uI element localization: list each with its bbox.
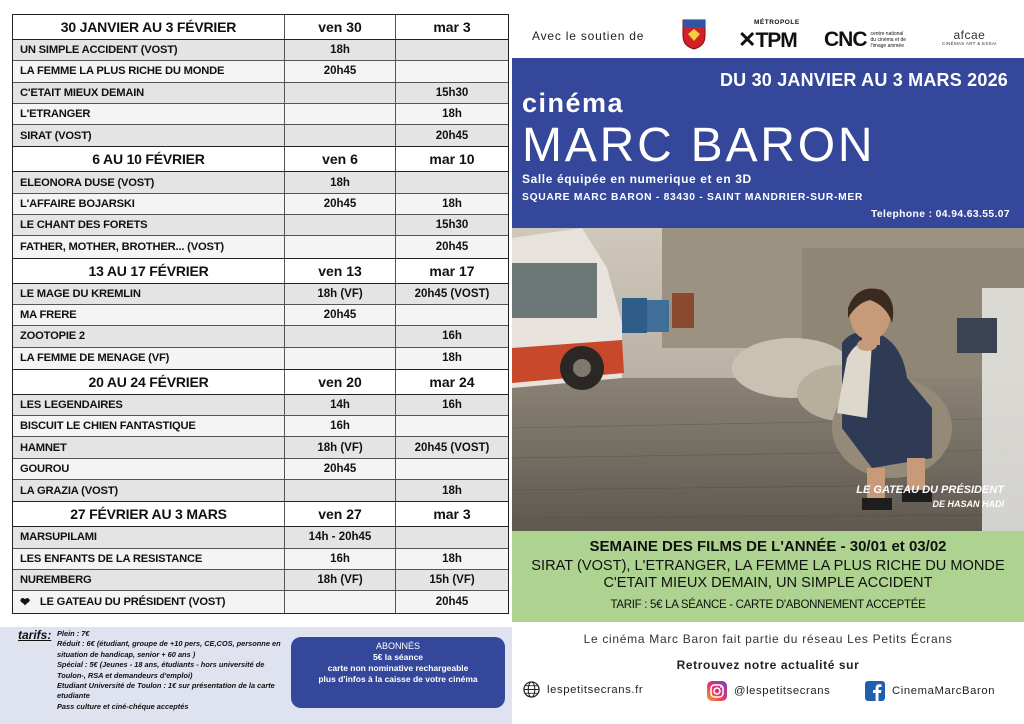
film-row xyxy=(13,194,508,215)
showtime-day2 xyxy=(396,305,508,325)
film-row xyxy=(13,40,508,61)
showtime-day2: 15h30 xyxy=(435,219,469,232)
film-row xyxy=(13,549,508,570)
week-label: 27 FÉVRIER AU 3 MARS xyxy=(13,502,285,526)
film-title: BISCUIT LE CHIEN FANTASTIQUE xyxy=(20,420,196,433)
film-title: LA FEMME DE MENAGE (VF) xyxy=(20,352,170,365)
showtime-day2: 18h xyxy=(442,484,462,497)
showtime-day1: 20h45 xyxy=(285,305,396,325)
film-title: LES ENFANTS DE LA RESISTANCE xyxy=(20,552,203,565)
showtime-day2: 18h xyxy=(442,197,462,210)
tarif-line: Plein : 7€ xyxy=(57,629,90,638)
showtime-day2: 15h30 xyxy=(435,86,469,99)
day1-header: ven 27 xyxy=(285,502,396,526)
film-row xyxy=(13,104,508,125)
featured-film-director: DE HASAN HADI xyxy=(932,499,1004,509)
instagram-link[interactable] xyxy=(707,681,830,701)
film-row xyxy=(13,125,508,146)
week-header-row xyxy=(13,370,508,395)
film-title: UN SIMPLE ACCIDENT (VOST) xyxy=(20,44,178,57)
film-row xyxy=(13,215,508,236)
film-row xyxy=(13,459,508,480)
film-row xyxy=(13,527,508,548)
globe-icon xyxy=(523,681,540,698)
film-row xyxy=(13,172,508,193)
film-title-cell xyxy=(13,61,285,81)
film-title-cell xyxy=(13,83,285,103)
cnc-sub-line: centre national xyxy=(870,31,904,37)
instagram-text: @lespetitsecrans xyxy=(734,685,831,697)
cnc-logo xyxy=(824,28,906,52)
film-title: MA FRERE xyxy=(20,309,77,322)
tpm-top-label: MÉTROPOLE xyxy=(754,19,800,26)
film-row xyxy=(13,570,508,591)
showtime-day1 xyxy=(285,236,396,257)
week-label: 30 JANVIER AU 3 FÉVRIER xyxy=(13,15,285,39)
film-title-cell xyxy=(13,172,285,192)
film-row xyxy=(13,326,508,347)
day2-header: mar 10 xyxy=(429,151,475,168)
film-title-cell xyxy=(13,570,285,590)
showtime-day1 xyxy=(285,83,396,103)
abonnes-box xyxy=(291,637,505,708)
film-row xyxy=(13,437,508,458)
showtime-day2: 20h45 xyxy=(435,129,469,142)
film-title: LA GRAZIA (VOST) xyxy=(20,484,118,497)
film-title: HAMNET xyxy=(20,441,67,454)
afcae-sub: CINÉMAS ART & ESSAI xyxy=(942,41,997,46)
showtime-day1 xyxy=(285,480,396,501)
tarif-line: Réduit : 6€ (étudiant, groupe de +10 pers, CE,COS, personne en situation de handicap, senior + 60 ans ) xyxy=(57,639,281,659)
week-header-row xyxy=(13,259,508,284)
cnc-sub xyxy=(871,31,907,49)
facebook-text: CinemaMarcBaron xyxy=(892,685,996,697)
film-title: FATHER, MOTHER, BROTHER... (VOST) xyxy=(20,241,224,254)
tarifs-panel xyxy=(0,627,512,724)
film-title: ELEONORA DUSE (VOST) xyxy=(20,176,155,189)
film-title: LE MAGE DU KREMLIN xyxy=(20,287,141,300)
facebook-icon xyxy=(865,681,885,701)
film-title-cell xyxy=(13,284,285,304)
abonnes-title: ABONNÉS xyxy=(375,641,420,651)
website-link[interactable] xyxy=(523,681,643,698)
tpm-main-label: ✕TPM xyxy=(738,27,797,52)
film-title: MARSUPILAMI xyxy=(20,531,97,544)
featured-film-title: LE GATEAU DU PRÉSIDENT xyxy=(856,484,1004,496)
cinema-phone: Telephone : 04.94.63.55.07 xyxy=(871,209,1010,220)
week-header-row xyxy=(13,147,508,172)
showtime-day1: 18h xyxy=(285,172,396,192)
showtime-day1 xyxy=(285,591,396,612)
film-row xyxy=(13,236,508,257)
week-label: 20 AU 24 FÉVRIER xyxy=(13,370,285,394)
film-row xyxy=(13,480,508,501)
showtime-day1 xyxy=(285,215,396,235)
showtime-day2: 18h xyxy=(442,552,462,565)
website-text: lespetitsecrans.fr xyxy=(547,683,644,696)
featured-film-caption xyxy=(856,483,1004,511)
week-block xyxy=(12,258,509,369)
showtime-day2: 18h xyxy=(442,108,462,121)
film-title: LA FEMME LA PLUS RICHE DU MONDE xyxy=(20,65,225,78)
week-block xyxy=(12,369,509,501)
film-title-cell xyxy=(13,395,285,415)
abonnes-line: 5€ la séance xyxy=(372,652,424,662)
sponsor-bar xyxy=(512,0,1024,58)
showtime-day1: 18h (VF) xyxy=(285,437,396,457)
film-row xyxy=(13,395,508,416)
day1-header: ven 13 xyxy=(285,259,396,283)
tarif-line: Spécial : 5€ (Jeunes - 18 ans, étudiants - hors université de Toulon-, RSA et demandeurs d'emploi) xyxy=(57,660,265,680)
day2-header: mar 3 xyxy=(433,19,471,35)
showtime-day2 xyxy=(396,172,508,192)
film-title: NUREMBERG xyxy=(20,574,92,587)
film-title: LES LEGENDAIRES xyxy=(20,399,123,411)
week-label: 13 AU 17 FÉVRIER xyxy=(13,259,285,283)
tpm-text: TPM xyxy=(755,29,797,52)
film-row xyxy=(13,416,508,437)
day1-header: ven 30 xyxy=(285,15,396,39)
film-title-cell xyxy=(13,40,285,60)
showtime-day1: 16h xyxy=(285,549,396,569)
abonnes-line: plus d'infos à la caisse de votre cinéma xyxy=(318,674,478,684)
film-title: C'ETAIT MIEUX DEMAIN xyxy=(20,86,144,99)
showtime-day2: 20h45 xyxy=(435,595,469,608)
film-title: GOUROU xyxy=(20,462,70,475)
afcae-logo xyxy=(942,30,997,46)
film-title-cell xyxy=(13,236,285,257)
film-title: L'ETRANGER xyxy=(20,108,91,121)
film-title-cell xyxy=(13,459,285,479)
heart-icon: ❤ xyxy=(20,594,30,609)
film-title: L'AFFAIRE BOJARSKI xyxy=(20,197,135,210)
showtime-day1: 20h45 xyxy=(285,61,396,81)
facebook-link[interactable] xyxy=(865,681,995,701)
film-title-cell xyxy=(13,437,285,457)
week-header-row xyxy=(13,15,508,40)
film-title: LE GATEAU DU PRÉSIDENT (VOST) xyxy=(39,595,226,608)
showtime-day2 xyxy=(396,527,508,547)
cnc-letters: CNC xyxy=(824,28,867,51)
semaine-tarif: TARIF : 5€ LA SÉANCE - CARTE D'ABONNEMENT ACCEPTÉE xyxy=(610,599,926,611)
showtime-day1 xyxy=(285,104,396,124)
showtime-day1: 18h xyxy=(285,40,396,60)
film-title-cell xyxy=(13,326,285,346)
film-row xyxy=(13,348,508,369)
cnc-sub-line: du cinéma et de xyxy=(870,37,907,43)
film-title-cell xyxy=(13,591,285,612)
cinema-address: SQUARE MARC BARON - 83430 - SAINT MANDRIER-SUR-MER xyxy=(522,192,864,203)
showtime-day1 xyxy=(285,125,396,146)
film-title-cell xyxy=(13,527,285,547)
day1-header: ven 20 xyxy=(285,370,396,394)
week-block xyxy=(12,146,509,257)
day2-header: mar 17 xyxy=(429,262,475,279)
cnc-sub-line: l'image animée xyxy=(870,43,904,49)
cinema-name: MARC BARON xyxy=(522,119,876,172)
showtime-day2 xyxy=(396,459,508,479)
film-title-cell xyxy=(13,416,285,436)
showtime-day1 xyxy=(285,348,396,369)
semaine-films-line: SIRAT (VOST), L'ETRANGER, LA FEMME LA PLUS RICHE DU MONDE xyxy=(531,558,1005,574)
week-block xyxy=(12,501,509,613)
cinema-header xyxy=(512,58,1024,228)
tarifs-label: tarifs: xyxy=(18,628,52,642)
schedule-table xyxy=(12,14,509,614)
reseau-text: Le cinéma Marc Baron fait partie du réseau Les Petits Écrans xyxy=(583,632,953,646)
abonnes-line: carte non nominative rechargeable xyxy=(327,663,469,673)
salle-info: Salle équipée en numerique et en 3D xyxy=(522,172,752,186)
semaine-title: SEMAINE DES FILMS DE L'ANNÉE - 30/01 et 03/02 xyxy=(589,538,947,555)
film-title-cell xyxy=(13,305,285,325)
film-title-cell xyxy=(13,215,285,235)
film-row xyxy=(13,284,508,305)
semaine-panel xyxy=(512,531,1024,622)
showtime-day2 xyxy=(396,416,508,436)
film-title: ZOOTOPIE 2 xyxy=(20,330,85,343)
film-title-cell xyxy=(13,194,285,214)
showtime-day2: 20h45 xyxy=(435,241,469,254)
showtime-day2: 16h xyxy=(442,330,462,343)
tarifs-lines xyxy=(57,629,282,712)
sponsor-text: Avec le soutien de xyxy=(532,29,645,43)
town-crest-logo xyxy=(681,16,707,50)
showtime-day1: 16h xyxy=(285,416,396,436)
tarif-line: Etudiant Université de Toulon : 1€ sur présentation de la carte etudiante xyxy=(57,681,275,701)
film-title-cell xyxy=(13,125,285,146)
showtime-day2: 20h45 (VOST) xyxy=(414,287,490,300)
showtime-day1: 14h xyxy=(285,395,396,415)
showtime-day2: 18h xyxy=(442,352,462,365)
showtime-day1: 14h - 20h45 xyxy=(285,527,396,547)
showtime-day2: 16h xyxy=(442,399,462,411)
showtime-day1: 18h (VF) xyxy=(285,570,396,590)
showtime-day1: 20h45 xyxy=(285,194,396,214)
showtime-day2 xyxy=(396,61,508,81)
week-label: 6 AU 10 FÉVRIER xyxy=(13,147,285,171)
showtime-day1 xyxy=(285,326,396,346)
semaine-films-line: C'ETAIT MIEUX DEMAIN, UN SIMPLE ACCIDENT xyxy=(603,575,933,591)
day2-header: mar 24 xyxy=(429,373,475,390)
showtime-day1: 18h (VF) xyxy=(285,284,396,304)
film-title-cell xyxy=(13,549,285,569)
tarif-line: Pass culture et ciné-chéque acceptés xyxy=(57,701,189,711)
showtime-day2 xyxy=(396,40,508,60)
film-title-cell xyxy=(13,104,285,124)
cinema-word: cinéma xyxy=(522,88,625,118)
instagram-icon xyxy=(707,681,727,701)
film-row xyxy=(13,83,508,104)
metropole-tpm-logo xyxy=(738,19,802,52)
film-title-cell xyxy=(13,348,285,369)
week-block xyxy=(12,14,509,146)
film-title: LE CHANT DES FORETS xyxy=(20,219,148,232)
afcae-text: afcae xyxy=(953,28,986,42)
film-row xyxy=(13,61,508,82)
retrouvez-text: Retrouvez notre actualité sur xyxy=(676,658,860,672)
showtime-day1: 20h45 xyxy=(285,459,396,479)
film-row xyxy=(13,305,508,326)
day2-header: mar 3 xyxy=(433,506,471,523)
day1-header: ven 6 xyxy=(285,147,396,171)
showtime-day2: 15h (VF) xyxy=(429,574,475,587)
program-dates: DU 30 JANVIER AU 3 MARS 2026 xyxy=(719,70,1008,90)
film-title-cell xyxy=(13,480,285,501)
film-row xyxy=(13,591,508,612)
film-title: SIRAT (VOST) xyxy=(20,129,92,142)
showtime-day2: 20h45 (VOST) xyxy=(414,441,490,454)
week-header-row xyxy=(13,502,508,527)
